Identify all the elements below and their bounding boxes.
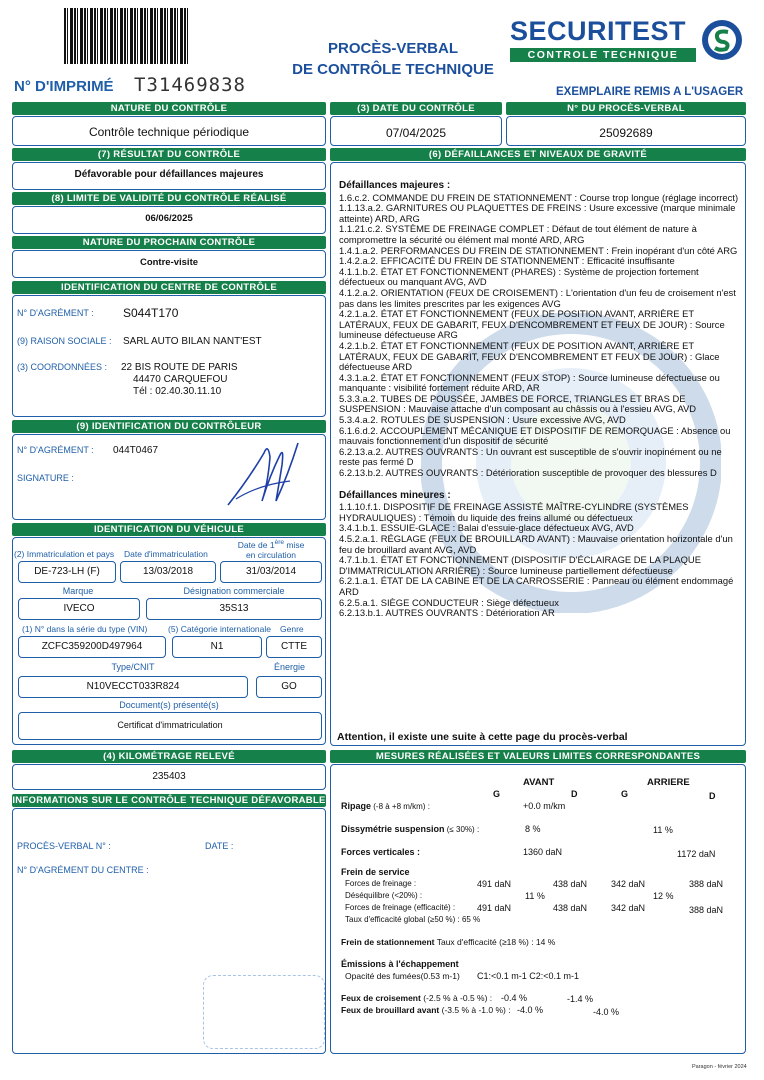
deseq-ar: 12 % bbox=[653, 891, 674, 901]
stationnement-row bbox=[341, 937, 555, 947]
stationnement-label: Frein de stationnement bbox=[341, 937, 435, 947]
controleur-agrement: 044T0467 bbox=[113, 445, 159, 456]
limite-title: (8) LIMITE DE VALIDITÉ DU CONTRÔLE RÉALISÉ bbox=[12, 192, 326, 205]
info-date-label: DATE : bbox=[205, 841, 234, 851]
list-item: 3.4.1.b.1. ESSUIE-GLACE : Balai d'essuie-glace défectueux AVG, AVD bbox=[339, 522, 634, 534]
ripage-value: +0.0 m/km bbox=[523, 801, 566, 811]
genre-box bbox=[266, 636, 322, 658]
vin-box bbox=[18, 636, 166, 658]
documents-box bbox=[18, 712, 322, 740]
dissym-ar: 11 % bbox=[653, 825, 673, 835]
energie-value: GO bbox=[281, 681, 297, 692]
croisement-d: -1.4 % bbox=[567, 994, 594, 1004]
brand-name: SECURITEST bbox=[510, 16, 687, 46]
mineures-list bbox=[339, 502, 741, 619]
immat-label: (2) Immatriculation et pays bbox=[14, 549, 115, 559]
type-label: Type/CNIT bbox=[111, 662, 155, 672]
list-item: 1.1.10.f.1. DISPOSITIF DE FREINAGE ASSISTÉ MAÎTRE-CYLINDRE (SYSTÈMES HYDRAULIQUES) : Témoin du liquide des freins allumé ou défectueux bbox=[339, 501, 689, 523]
centre-title: IDENTIFICATION DU CENTRE DE CONTRÔLE bbox=[12, 281, 326, 294]
brouillard-row bbox=[341, 1005, 511, 1015]
date-controle-title: (3) DATE DU CONTRÔLE bbox=[330, 102, 502, 115]
attention-note: Attention, il existe une suite à cette page du procès-verbal bbox=[337, 731, 628, 743]
list-item: 4.7.1.b.1. ÉTAT ET FONCTIONNEMENT (DISPOSITIF D'ÉCLAIRAGE DE LA PLAQUE D'IMMATRICULATION ARRIÈRE) : Source lumineuse partiellement défectueuse bbox=[339, 554, 701, 576]
mineures-title: Défaillances mineures : bbox=[339, 489, 451, 501]
list-item: 1.1.13.a.2. GARNITURES OU PLAQUETTES DE FREINS : Usure excessive (marque minimale atteinte) ARD, ARG bbox=[339, 202, 736, 224]
resultat-title: (7) RÉSULTAT DU CONTRÔLE bbox=[12, 148, 326, 161]
immat-box bbox=[18, 561, 116, 583]
premiere-label-b: mise bbox=[283, 539, 305, 550]
resultat-value: Défavorable pour défaillances majeures bbox=[74, 169, 264, 180]
ff-avd: 438 daN bbox=[553, 879, 588, 889]
list-item: 6.2.1.a.1. ÉTAT DE LA CABINE ET DE LA CARROSSERIE : Panneau ou élément endommagé ARD bbox=[339, 575, 734, 597]
centre-raison: SARL AUTO BILAN NANT'EST bbox=[123, 336, 262, 347]
documents-label: Document(s) présenté(s) bbox=[119, 700, 219, 710]
dissym-av: 8 % bbox=[525, 824, 541, 834]
info-agrement-label: N° D'AGRÉMENT DU CENTRE : bbox=[17, 865, 149, 875]
genre-label: Genre bbox=[280, 624, 304, 634]
km-box bbox=[12, 764, 326, 790]
centre-tel: Tél : 02.40.30.11.10 bbox=[133, 386, 222, 397]
premiere-label-sup: ère bbox=[274, 539, 284, 546]
centre-raison-label: (9) RAISON SOCIALE : bbox=[17, 336, 112, 346]
list-item: 1.1.21.c.2. SYSTÈME DE FREINAGE COMPLET : Défaut de tout élément de nature à compromettre la sécurité ou élément mal monté ARD, ARG bbox=[339, 223, 697, 245]
arriere-d: D bbox=[709, 791, 716, 801]
list-item: 6.2.13.b.1. AUTRES OUVRANTS : Détérioration AR bbox=[339, 607, 555, 619]
categorie-value: N1 bbox=[210, 641, 224, 652]
marque-box bbox=[18, 598, 140, 620]
limite-box bbox=[12, 206, 326, 234]
stationnement-value: Taux d'efficacité (≥18 %) : 14 % bbox=[434, 937, 556, 947]
centre-box bbox=[12, 295, 326, 417]
list-item: 1.4.2.a.2. EFFICACITÉ DU FREIN DE STATIONNEMENT : Efficacité insuffisante bbox=[339, 255, 675, 267]
list-item: 5.3.3.a.2. TUBES DE POUSSÉE, JAMBES DE FORCE, TRIANGLES ET BRAS DE SUSPENSION : Mauvaise attache d'un composant au châssis ou à l'essieu AVG, AVD bbox=[339, 392, 697, 415]
defaillances-title: (6) DÉFAILLANCES ET NIVEAUX DE GRAVITÉ bbox=[330, 148, 746, 161]
list-item: 6.2.13.a.2. AUTRES OUVRANTS : Un ouvrant est susceptible de s'ouvrir inopinément ou ne reste pas fermé D bbox=[339, 445, 722, 468]
prochain-value: Contre-visite bbox=[139, 257, 199, 268]
premiere-label-c: en circulation bbox=[245, 549, 297, 560]
avant-d: D bbox=[571, 789, 578, 799]
designation-label: Désignation commerciale bbox=[183, 586, 285, 596]
resultat-box bbox=[12, 162, 326, 190]
premiere-value: 31/03/2014 bbox=[245, 566, 297, 577]
controleur-box bbox=[12, 434, 326, 520]
date-immat-label: Date d'immatriculation bbox=[124, 549, 208, 559]
brouillard-d: -4.0 % bbox=[593, 1007, 620, 1017]
brouillard-range: (-3.5 % à -1.0 %) : bbox=[439, 1005, 511, 1015]
ff-eff-label: Forces de freinage (efficacité) : bbox=[345, 903, 456, 912]
limite-value: 06/06/2025 bbox=[145, 213, 193, 224]
page-title bbox=[280, 38, 506, 80]
arriere-header: ARRIERE bbox=[647, 777, 690, 788]
signature bbox=[218, 435, 308, 519]
num-pv-box bbox=[506, 116, 746, 146]
fv-av: 1360 daN bbox=[523, 847, 563, 857]
ff-ard: 388 daN bbox=[689, 879, 724, 889]
premiere-label-a: Date de 1 bbox=[237, 539, 275, 550]
imprime-label: N° D'IMPRIMÉ bbox=[14, 78, 114, 95]
croisement-label: Feux de croisement bbox=[341, 993, 421, 1003]
genre-value: CTTE bbox=[280, 641, 308, 652]
info-defav-title: INFORMATIONS SUR LE CONTRÔLE TECHNIQUE DÉFAVORABLE bbox=[12, 795, 326, 806]
centre-addr1: 22 BIS ROUTE DE PARIS bbox=[121, 362, 238, 373]
date-controle-value: 07/04/2025 bbox=[385, 126, 447, 140]
info-pv-label: PROCÈS-VERBAL N° : bbox=[17, 841, 111, 851]
premiere-label bbox=[230, 538, 312, 560]
list-item: 6.2.13.b.2. AUTRES OUVRANTS : Détérioration susceptible de provoquer des blessures D bbox=[339, 467, 717, 479]
ripage-label: Ripage bbox=[341, 801, 372, 811]
controleur-title: (9) IDENTIFICATION DU CONTRÔLEUR bbox=[12, 420, 326, 433]
brouillard-g: -4.0 % bbox=[517, 1005, 544, 1015]
forces-freinage-label: Forces de freinage : bbox=[345, 879, 417, 888]
ff-arg: 342 daN bbox=[611, 879, 646, 889]
km-value: 235403 bbox=[152, 771, 186, 782]
title-line1: PROCÈS-VERBAL bbox=[327, 40, 458, 57]
stamp-area bbox=[203, 975, 325, 1049]
list-item: 4.1.2.a.2. ORIENTATION (FEUX DE CROISEMENT) : L'orientation d'un feu de croisement n'est pas dans les limites prescrites par les exigences AVG bbox=[339, 286, 736, 309]
num-pv-title: N° DU PROCÈS-VERBAL bbox=[506, 102, 746, 115]
exemplaire-label: EXEMPLAIRE REMIS A L'USAGER bbox=[556, 86, 744, 98]
centre-agrement-label: N° D'AGRÉMENT : bbox=[17, 308, 94, 318]
categorie-label: (5) Catégorie internationale bbox=[168, 624, 272, 634]
title-line2: DE CONTRÔLE TECHNIQUE bbox=[292, 61, 494, 78]
forces-vert-label: Forces verticales : bbox=[341, 847, 421, 857]
info-defav-box bbox=[12, 808, 326, 1054]
taux-global: Taux d'efficacité global (≥50 %) : 65 % bbox=[345, 915, 481, 924]
immat-value: DE-723-LH (F) bbox=[34, 566, 100, 577]
centre-coord-label: (3) COORDONNÉES : bbox=[17, 362, 108, 372]
deseq-av: 11 % bbox=[525, 891, 545, 901]
date-immat-value: 13/03/2018 bbox=[142, 566, 194, 577]
dissym-row bbox=[341, 824, 479, 834]
ffe-arg: 342 daN bbox=[611, 903, 646, 913]
list-item: 6.1.6.d.2. ACCOUPLEMENT MÉCANIQUE ET DISPOSITIF DE REMORQUAGE : Absence ou mauvais fonctionnement d'un dispositif de sécurité bbox=[339, 424, 731, 447]
opacite-label: Opacité des fumées(0.53 m-1) bbox=[345, 971, 460, 981]
avant-g: G bbox=[493, 789, 501, 799]
list-item: 5.3.4.a.2. ROTULES DE SUSPENSION : Usure excessive AVG, AVD bbox=[339, 414, 626, 426]
majeures-list bbox=[339, 193, 741, 479]
barcode bbox=[64, 8, 190, 64]
designation-box bbox=[146, 598, 322, 620]
nature-title: NATURE DU CONTRÔLE bbox=[12, 102, 326, 115]
ripage-range: (-8 à +8 m/km) : bbox=[371, 802, 430, 811]
deseq-label: Déséquilibre (<20%) : bbox=[345, 891, 423, 900]
marque-value: IVECO bbox=[63, 603, 95, 614]
ffe-avd: 438 daN bbox=[553, 903, 588, 913]
defaillances-box bbox=[330, 162, 746, 746]
dissym-range: (≤ 30%) : bbox=[444, 825, 480, 834]
list-item: 4.2.1.a.2. ÉTAT ET FONCTIONNEMENT (FEUX DE POSITION AVANT, ARRIÈRE ET LATÉRAUX, FEUX DE GABARIT, FEUX D'ENCOMBREMENT ET FEUX DE JOUR) : Source lumineuse défectueuse ARG bbox=[339, 308, 725, 341]
marque-label: Marque bbox=[62, 586, 94, 596]
arriere-g: G bbox=[621, 789, 629, 799]
brand-sub: CONTROLE TECHNIQUE bbox=[510, 48, 696, 62]
nature-value: Contrôle technique périodique bbox=[88, 125, 250, 139]
frein-service-label: Frein de service bbox=[341, 867, 410, 877]
list-item: 4.3.1.a.2. ÉTAT ET FONCTIONNEMENT (FEUX STOP) : Source lumineuse défectueuse ou manquante : visibilité fortement réduite ARD, AR bbox=[339, 371, 720, 394]
mesures-box bbox=[330, 764, 746, 1054]
km-title: (4) KILOMÉTRAGE RELEVÉ bbox=[12, 750, 326, 763]
list-item: 1.4.1.a.2. PERFORMANCES DU FREIN DE STATIONNEMENT : Frein inopérant d'un côté ARG bbox=[339, 244, 738, 256]
emissions-label: Émissions à l'échappement bbox=[341, 959, 459, 969]
vin-value: ZCFC359200D497964 bbox=[41, 641, 143, 652]
avant-header: AVANT bbox=[523, 777, 555, 788]
centre-agrement: S044T170 bbox=[123, 306, 179, 320]
type-value: N10VECCT033R824 bbox=[86, 681, 180, 692]
dissym-label: Dissymétrie suspension bbox=[341, 824, 445, 834]
fv-ar: 1172 daN bbox=[677, 849, 716, 859]
majeures-title: Défaillances majeures : bbox=[339, 180, 451, 191]
ffe-ard: 388 daN bbox=[689, 905, 724, 915]
designation-value: 35S13 bbox=[219, 603, 249, 614]
centre-addr2: 44470 CARQUEFOU bbox=[133, 374, 228, 385]
premiere-box bbox=[220, 561, 322, 583]
footer-edition: Paragon - février 2024 bbox=[692, 1064, 747, 1070]
num-pv-value: 25092689 bbox=[599, 126, 653, 140]
energie-label: Énergie bbox=[274, 662, 306, 672]
brand-logo bbox=[510, 16, 746, 64]
imprime-number: T31469838 bbox=[134, 74, 246, 96]
prochain-title: NATURE DU PROCHAIN CONTRÔLE bbox=[12, 236, 326, 249]
prochain-box bbox=[12, 250, 326, 278]
brand-s-icon bbox=[700, 18, 744, 62]
croisement-range: (-2.5 % à -0.5 %) : bbox=[420, 993, 493, 1003]
ff-avg: 491 daN bbox=[477, 879, 512, 889]
ffe-avg: 491 daN bbox=[477, 903, 512, 913]
date-controle-box bbox=[330, 116, 502, 146]
defaillances-list bbox=[339, 181, 741, 619]
ripage-row bbox=[341, 801, 430, 811]
controleur-agrement-label: N° D'AGRÉMENT : bbox=[17, 445, 94, 455]
documents-value: Certificat d'immatriculation bbox=[117, 720, 223, 730]
list-item: 4.1.1.b.2. ÉTAT ET FONCTIONNEMENT (PHARES) : Système de projection fortement défectueux ou manquant AVG, AVD bbox=[339, 265, 699, 288]
nature-box bbox=[12, 116, 326, 146]
vehicule-title: IDENTIFICATION DU VÉHICULE bbox=[12, 523, 326, 536]
vin-label: (1) N° dans la série du type (VIN) bbox=[22, 624, 148, 634]
controleur-signature-label: SIGNATURE : bbox=[17, 473, 74, 483]
date-immat-box bbox=[120, 561, 216, 583]
type-box bbox=[18, 676, 248, 698]
energie-box bbox=[256, 676, 322, 698]
list-item: 1.6.c.2. COMMANDE DU FREIN DE STATIONNEMENT : Course trop longue (réglage incorrect) bbox=[339, 191, 739, 203]
categorie-box bbox=[172, 636, 262, 658]
list-item: 4.2.1.b.2. ÉTAT ET FONCTIONNEMENT (FEUX DE POSITION AVANT, ARRIÈRE ET LATÉRAUX, FEUX DE GABARIT, FEUX D'ENCOMBREMENT ET FEUX DE JOUR) : Glace défectueuse ARD bbox=[339, 339, 720, 373]
mesures-title: MESURES RÉALISÉES ET VALEURS LIMITES CORRESPONDANTES bbox=[330, 750, 746, 763]
brouillard-label: Feux de brouillard avant bbox=[341, 1005, 440, 1015]
croisement-row bbox=[341, 993, 492, 1003]
croisement-g: -0.4 % bbox=[501, 993, 528, 1003]
list-item: 4.5.2.a.1. RÉGLAGE (FEUX DE BROUILLARD AVANT) : Mauvaise orientation horizontale d'un feu de brouillard avant AVG, AVD bbox=[339, 533, 733, 555]
opacite-value: C1:<0.1 m-1 C2:<0.1 m-1 bbox=[477, 971, 580, 981]
list-item: 6.2.5.a.1. SIÈGE CONDUCTEUR : Siège défectueux bbox=[339, 596, 559, 608]
